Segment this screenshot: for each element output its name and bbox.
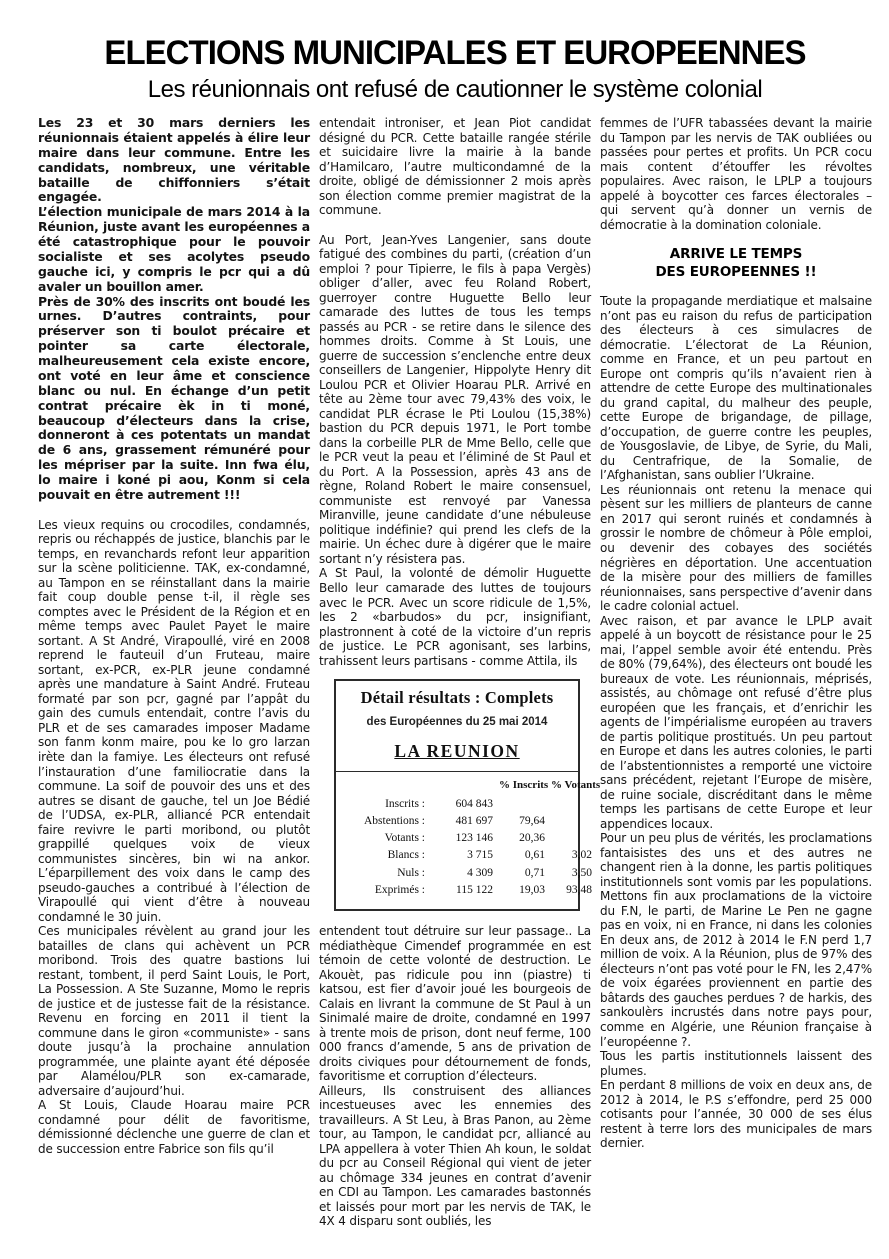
table-row	[345, 847, 592, 864]
paragraph: L’élection municipale de mars 2014 à la Réunion, juste avant les européennes a été catastrophique pour le pouvoir socialiste et ses acolytes pseudo gauche ici, y compris le pcr qui a dû avaler un bouillon amer.	[38, 204, 310, 294]
paragraph: Ces municipales révèlent au grand jour les batailles de clans qui achèvent un PCR moribond. Trois des quatre bastions lui restant, tombent, il perd Saint Louis, le Port, La Possession. A Ste Suzanne, Momo le repris de justice et de justesse fait de la résistance. Revenu en forcing en 2011 il tient la commune dans le giron «communiste» - sans doute jusqu’à la prochaine annulation programmée, une plainte ayant été déposée par Alamélou/PLR son ex-camarade, adversaire d’aujourd’hui.	[38, 924, 310, 1098]
row-value: 123 146	[455, 832, 493, 845]
row-pct-inscrits: 79,64	[519, 814, 545, 827]
column-header: % Votants	[551, 779, 601, 792]
empty-cell	[431, 777, 493, 794]
paragraph: Pour un peu plus de vérités, les proclamations fantaisistes des uns et des autres ne changent rien à la donne, les partis politiques institutionnels sont vomis par les populations. Mettons fin aux proclamations de la victoire du F.N, le parti, de Marine Le Pen ne gagne pas en voix, ni en France, ni dans les colonies En deux ans, de 2012 à 2014 le F.N perd 1,7 million de voix. A la Réunion, plus de 97% des électeurs n’ont pas voté pour le FN, les 2,47% de voix égarées proviennent en partie des bâtards des gauches perdues ? de harkis, des sankoulèrs incrustés dans notre pays pour, comme en Algérie, une Réunion française à l’européenne ?.	[600, 831, 872, 1049]
column-header: % Inscrits	[499, 779, 549, 792]
column-1	[38, 116, 310, 1229]
row-value: 4 309	[467, 866, 493, 879]
results-table	[334, 679, 601, 911]
section-heading-line: ARRIVE LE TEMPS	[669, 246, 803, 263]
row-value: 115 122	[456, 883, 493, 896]
article-columns	[38, 116, 872, 1229]
row-pct-votants	[551, 813, 592, 830]
page-title: ELECTIONS MUNICIPALES ET EUROPEENNES	[104, 34, 806, 72]
table-header-row	[345, 777, 601, 794]
divider	[336, 771, 578, 772]
row-pct-votants: 93,48	[566, 883, 592, 896]
row-label: Nuls :	[397, 866, 425, 879]
column-2	[319, 116, 601, 1229]
row-pct-inscrits: 19,03	[519, 883, 545, 896]
row-label: Abstentions :	[363, 814, 425, 827]
paragraph: Les 23 et 30 mars derniers les réunionnais étaient appelés à élire leur maire dans leur commune. Entre les candidats, nombreux, une véritable bataille de chiffonniers s’était engagée.	[38, 115, 310, 205]
row-pct-votants	[551, 796, 592, 813]
paragraph: A St Louis, Claude Hoarau maire PCR condamné pour délit de favoritisme, démissionné déclenche une guerre de clan et de succession entre Fabrice son fils qu’il	[38, 1098, 310, 1156]
row-value: 3 715	[467, 849, 493, 862]
table-row	[345, 882, 592, 899]
paragraph: Toute la propagande merdiatique et malsaine n’ont pas eu raison du refus de participation des électeurs à ces simulacres de démocratie. L’électorat de La Réunion, comme en France, et un peu partout en Europe ont compris qu’ils n’avaient rien à attendre de cette Europe des multinationales du grand capital, du malheur des peuple, cette Europe de brigandage, de pillage, d’occupation, de guerre contre les peuples, de Yousgoslavie, de Libye, de Syrie, du Mali, du Centrafrique, de la Somalie, de l’Afghanistan, sans oublier l’Ukraine.	[600, 294, 872, 483]
region-label: LA REUNION	[394, 740, 520, 761]
paragraph: Au Port, Jean-Yves Langenier, sans doute fatigué des combines du parti, (création d’un emploi ? pour Tipierre, le fils à papa Vergès) obliger d’aller, avec feu Roland Robert, guerroyer contre Huguette Bello leur camarade des luttes de tous les temps passés au PCR - se retire dans le silence des hommes droits. Comme à St Louis, une guerre de succession s’enclenche entre deux conseillers de Langenier, Hippolyte Henry dit Loulou PCR et Olivier Hoarau PLR. Arrivé en tête au 2ème tour avec 79,43% des voix, le candidat PLR écrase le Pti Loulou (15,38%) bastion du PCR depuis 1971, le Port tombe dans la corbeille PLR de Mme Bello, celle que le PCR veut la peau et l’éliminé de St Paul et du Port. A la Possession, après 43 ans de règne, Roland Robert le maire consensuel, communiste est renvoyé par Vanessa Miranville, jeune candidate d’une nébuleuse politique indéfinie? qui prend les clefs de la mairie. Un échec dure à digérer que le maire sortant n’y résistera pas.	[319, 232, 591, 566]
bold-intro-section	[38, 116, 310, 503]
row-label: Blancs :	[387, 849, 425, 862]
row-pct-votants: 3,50	[571, 866, 592, 879]
row-label: Votants :	[384, 832, 425, 845]
row-pct-votants	[551, 830, 592, 847]
results-table-body	[345, 777, 601, 899]
row-pct-inscrits	[499, 796, 545, 813]
paragraph: A St Paul, la volonté de démolir Huguette Bello leur camarade des luttes de toujours avec le PCR. Avec un score ridicule de 1,5%, les 2 «barbudos» du pcr, insignifiant, plastronnent à coté de la victoire d’un repris de justice. Le PCR agonisant, ses larbins, trahissent leurs partisans - comme Attila, ils	[319, 566, 591, 668]
paragraph: entendent tout détruire sur leur passage.. La médiathèque Cimendef programmée en est témoin de cette volonté de destruction. Le Akouèt, pas ridicule pou inn (piastre) ti katsou, est fier d’avoir joué les bourgeois de Calais en livrant la commune de St Paul à un Sinimalé maire de droite, condamné en 1997 à trente mois de prison, dont neuf ferme, 100 000 francs d’amende, 5 ans de privation de droits civiques pour détournement de fonds, favoritisme et corruption d’électeurs.	[319, 924, 591, 1084]
row-pct-votants: 3,02	[571, 849, 592, 862]
paragraph: En perdant 8 millions de voix en deux ans, de 2012 à 2014, le P.S s’effondre, perd 25 000 cotisants pour l’année, 30 000 de ses élus restent à terre lors des municipales de mars dernier.	[600, 1078, 872, 1151]
paragraph: femmes de l’UFR tabassées devant la mairie du Tampon par les nervis de TAK oubliées ou passées pour pertes et profits. Un PCR cocu mais content d’étouffer les révoltes populaires. Avec raison, le LPLP a toujours appelé à boycotter ces farces électorales – qui servent qu’à donner un vernis de démocratie à la domination coloniale.	[600, 116, 872, 232]
row-label: Inscrits :	[385, 797, 425, 810]
paragraph: Près de 30% des inscrits ont boudé les urnes. D’autres contraints, pour préserver son ti boulot précaire et pointer sa carte électorale, malheureusement cela existe encore, ont voté en leur âme et conscience blanc ou nul. En échange d’un petit contrat précaire èk in ti moné, beaucoup d’électeurs dans la crise, donneront à ces potentats un mandat de 6 ans, grassement rémunéré pour les mépriser par la suite. Inn fwa élu, lo maire i koné pi aou, Konm si cela pouvait en être autrement !!!	[38, 293, 310, 502]
paragraph: Ailleurs, Ils construisent des alliances incestueuses avec les ennemies des travailleurs. A St Leu, à Bras Panon, au 2ème tour, au Tampon, le candidat pcr, alliancé au LPA appellera à voter Thien Ah koun, le soldat du pcr au Conseil Régional qui vient de jeter au chômage 334 jeunes en contrat d’avenir en CDI au Tampon. Les camarades bastonnés et laissés pour mort par les nervis de TAK, le 4X 4 disparu sont oubliés, les	[319, 1083, 591, 1229]
section-heading-line: DES EUROPEENNES !!	[655, 263, 817, 280]
paragraph: Tous les partis institutionnels laissent des plumes.	[600, 1049, 872, 1078]
paragraph: entendait introniser, et Jean Piot candidat désigné du PCR. Cette bataille rangée stérile et suicidaire livre la mairie à la bande d’Hamilcaro, l’autre multicondamné de la droite, obligé de démissionner 2 mois après son élection comme premier magistrat de la commune.	[319, 116, 591, 218]
row-label: Exprimés :	[374, 883, 425, 896]
paragraph: Les réunionnais ont retenu la menace qui pèsent sur les milliers de planteurs de canne en 2017 qui seront ruinés et condamnés à grossir le nombre de chômeur à Pôle emploi, ou devenir des cobayes des sociétés négrières en déportation. Une accentuation de la misère pour des milliers de familles réunionnaises, sans perspective d’avenir dans le cadre colonial actuel.	[600, 482, 872, 614]
row-value: 604 843	[455, 797, 493, 810]
results-table-region	[345, 741, 569, 762]
row-pct-inscrits: 20,36	[519, 832, 545, 845]
results-table-subtitle: des Européennes du 25 mai 2014	[366, 716, 548, 729]
empty-cell	[345, 777, 425, 794]
paragraph: Les vieux requins ou crocodiles, condamnés, repris ou réchappés de justice, blanchis par le temps, en revanchards refont leur apparition sur la scène politicienne. TAK, ex-condamné, au Tampon en se réinstallant dans la mairie fait coup double pense t-il, il règle ses comptes avec le Président de la Région et en même temps avec Paulet Payet le maire sortant. A St André, Virapoullé, viré en 2008 reprend le fauteuil d’un Fruteau, maire sortant, ex-PCR, ex-PLR jeune condamné après une mandature à Saint André. Fruteau formaté par son pcr, gagné par l’appât du gain des cumuls entendait, contre l’avis du PLR et de ses camarades imposer Madame son fanm konm maire, pou ke lo gro larzan irète dan la famiye. Les électeurs ont refusé l’instauration d’une familiocratie dans la commune. La soif de pouvoir des uns et des autres se disant de gauche, tel un Joe Bédié de l’UDSA, ex-PLR, alliancé PCR entendait faire revivre le parti moribond, ou plutôt grappillé quelques voix de vieux communistes sincères, bin wi na ankor. L’éparpillement des voix dans le camp des pseudo-gauches a contribué à l’élection de Virapoullé qui vient d’être à nouveau condamné le 30 juin.	[38, 517, 310, 924]
page-subtitle: Les réunionnais ont refusé de cautionner le système colonial	[147, 76, 763, 103]
table-row	[345, 796, 569, 813]
row-value: 481 697	[455, 814, 493, 827]
table-row	[345, 813, 569, 830]
paragraph: Avec raison, et par avance le LPLP avait appelé à un boycott de résistance pour le 25 mai, l’appel semble avoir été entendu. Près de 80% (79,64%), des électeurs ont boudé les bureaux de vote. Les réunionnais, méprisés, assistés, au chômage ont refusé d’être plus européen que les français, et d’enrichir les agents de l’impérialisme européen au travers de partis politique prostitués. Un peu partout en Europe et dans les autres colonies, le parti de l’abstentionnistes a remporté une victoire sans précédent, rejetant l’Europe de misère, de ruine sociale, discréditant dans le même temps les partisans de cette Europe et leur appendices locaux.	[600, 613, 872, 831]
row-pct-inscrits: 0,61	[524, 849, 545, 862]
table-row	[345, 865, 592, 882]
row-pct-inscrits: 0,71	[524, 866, 545, 879]
section-heading-europeennes	[600, 246, 872, 281]
column-3	[600, 116, 872, 1229]
table-row	[345, 830, 569, 847]
results-table-title: Détail résultats : Complets	[360, 688, 554, 708]
